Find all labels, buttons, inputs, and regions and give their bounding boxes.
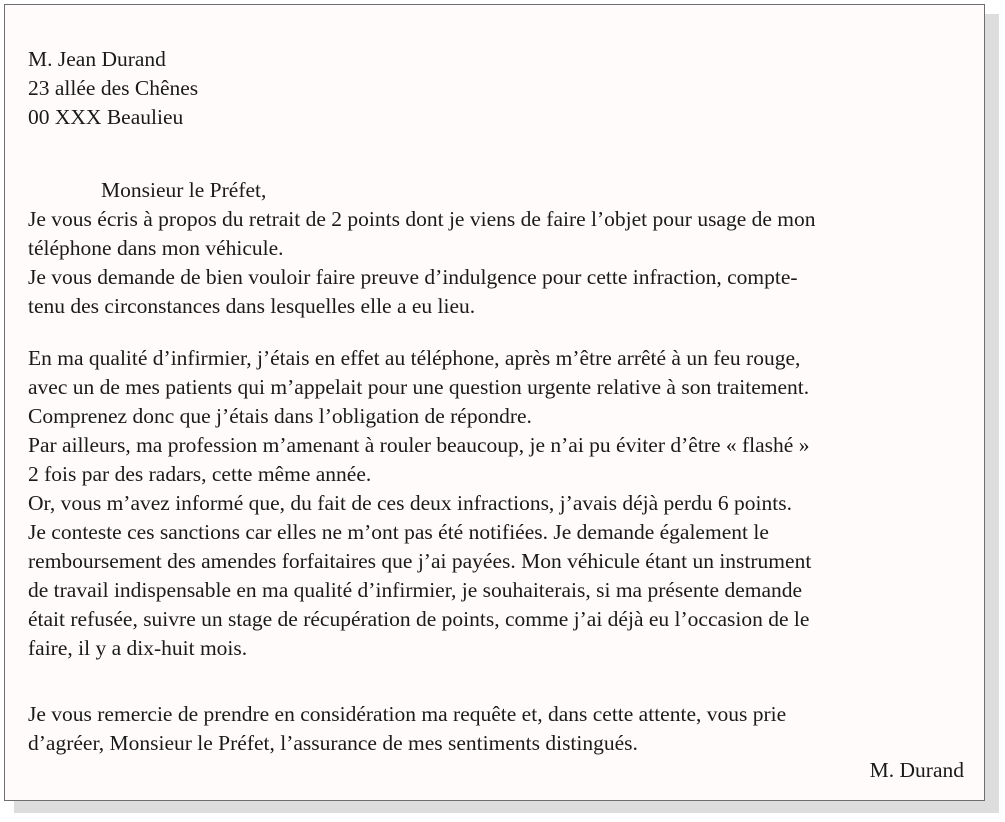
text-line: Je vous demande de bien vouloir faire preuve d’indulgence pour cette infraction, compte-	[28, 265, 798, 289]
closing-paragraph	[28, 700, 968, 758]
sender-street: 23 allée des Chênes	[28, 76, 199, 100]
text-line: d’agréer, Monsieur le Préfet, l’assurance de mes sentiments distingués.	[28, 731, 638, 755]
signature: M. Durand	[869, 758, 964, 782]
text-line: était refusée, suivre un stage de récupération de points, comme j’ai déjà eu l’occasion de le	[28, 607, 810, 631]
paragraph-2	[28, 344, 968, 663]
text-line: remboursement des amendes forfaitaires que j’ai payées. Mon véhicule étant un instrument	[28, 549, 812, 573]
text-line: En ma qualité d’infirmier, j’étais en effet au téléphone, après m’être arrêté à un feu rouge,	[28, 346, 801, 370]
text-line: faire, il y a dix-huit mois.	[28, 636, 248, 660]
text-line: 2 fois par des radars, cette même année.	[28, 462, 372, 486]
text-line: Je conteste ces sanctions car elles ne m’ont pas été notifiées. Je demande également le	[28, 520, 769, 544]
text-line: tenu des circonstances dans lesquelles elle a eu lieu.	[28, 294, 476, 318]
letter-page	[4, 4, 985, 801]
text-line: Par ailleurs, ma profession m’amenant à rouler beaucoup, je n’ai pu éviter d’être « flashé »	[28, 433, 810, 457]
sender-name: M. Jean Durand	[28, 47, 166, 71]
text-line: Je vous écris à propos du retrait de 2 points dont je viens de faire l’objet pour usage de mon	[28, 207, 816, 231]
sender-address	[28, 45, 968, 132]
text-line: Je vous remercie de prendre en considération ma requête et, dans cette attente, vous prie	[28, 702, 787, 726]
text-line: Comprenez donc que j’étais dans l’obligation de répondre.	[28, 404, 532, 428]
text-line: téléphone dans mon véhicule.	[28, 236, 284, 260]
salutation: Monsieur le Préfet,	[101, 178, 267, 202]
text-line: Or, vous m’avez informé que, du fait de ces deux infractions, j’avais déjà perdu 6 points.	[28, 491, 792, 515]
text-line: de travail indispensable en ma qualité d’infirmier, je souhaiterais, si ma présente demande	[28, 578, 803, 602]
text-line: avec un de mes patients qui m’appelait pour une question urgente relative à son traitement.	[28, 375, 810, 399]
paragraph-1	[28, 205, 968, 321]
sender-city: 00 XXX Beaulieu	[28, 105, 184, 129]
